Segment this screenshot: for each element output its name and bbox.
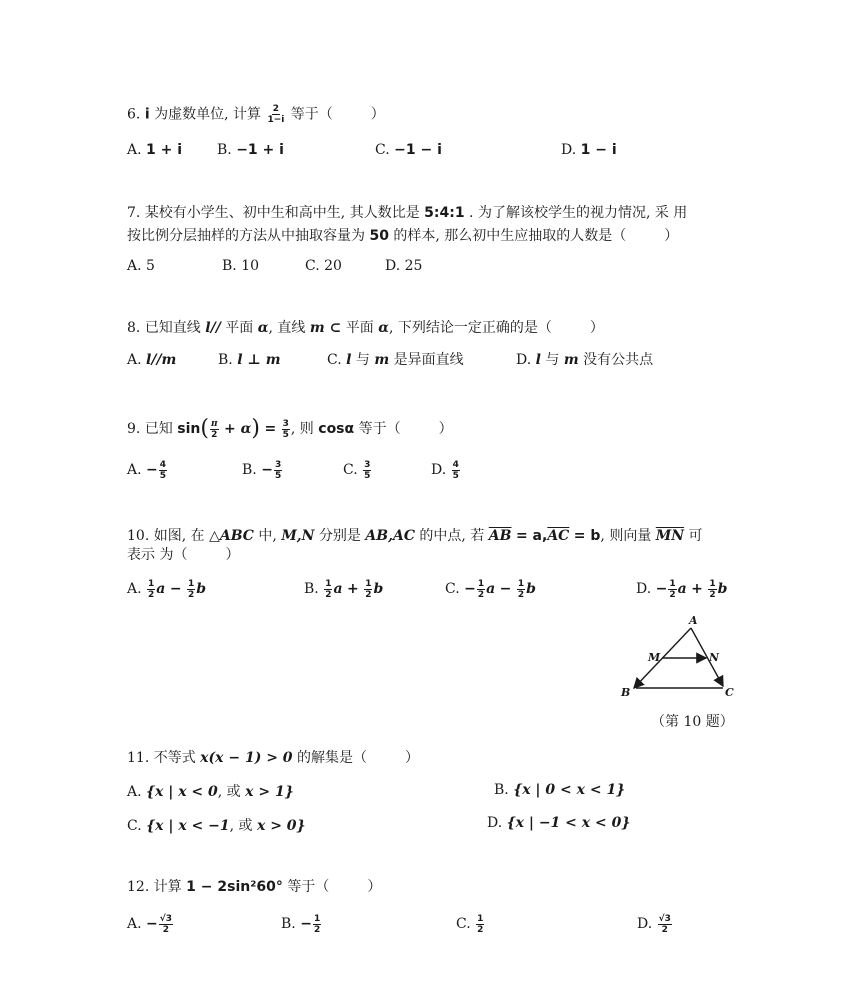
question-9-option-a: A. − $\frac{4}{5}$ [127,459,167,481]
question-11-option-c: C. {x | x < −1, 或 x > 0} [127,818,306,834]
question-12-option-d: D. $\frac{√3}{2}$ [637,913,671,935]
question-6-option-c: C. −1 − i [375,142,442,158]
question-10-stem-line-2: 表示 为（ ） [127,547,240,563]
question-12-option-c: C. $\frac{1}{2}$ [456,913,484,935]
label-b: B [621,686,631,699]
question-10-option-d: D. − $\frac{1}{2}$ a + $\frac{1}{2}$ b [636,578,728,600]
label-n: N [709,651,720,664]
question-10-option-b: B. $\frac{1}{2}$ a + $\frac{1}{2}$ b [304,578,384,600]
question-7-stem-line-1: 7. 某校有小学生、初中生和高中生, 其人数比是 5:4:1 . 为了解该校学生的视力情况, 采 用 [127,205,688,221]
question-number: 7. [127,205,141,221]
question-9-option-b: B. − $\frac{3}{5}$ [242,459,282,481]
question-6-option-b: B. −1 + i [217,142,284,158]
question-8-option-c: C. l 与 m 是异面直线 [327,352,464,368]
question-8-option-a: A. l//m [127,352,177,368]
question-12-stem: 12. 计算 1 − 2sin²60° 等于（ ） [127,879,382,895]
question-7-option-c: C. 20 [305,258,342,274]
question-7-option-a: A. 5 [127,258,155,274]
question-11-option-a: A. {x | x < 0, 或 x > 1} [127,784,294,800]
question-11-option-d: D. {x | −1 < x < 0} [487,815,631,831]
question-6-option-d: D. 1 − i [561,142,617,158]
fraction: $\frac{2}{1-i}$ [267,104,285,125]
question-9-stem: 9. 已知 sin( $\frac{\pi}{2}$ + α) = $\frac{3}{5}$ , 则 cosα 等于（ ） [127,416,453,441]
question-9-option-d: D. $\frac{4}{5}$ [431,459,459,481]
triangle-figure [615,612,745,702]
question-number: 12. [127,879,150,895]
label-a: A [689,614,698,627]
question-10-option-c: C. − $\frac{1}{2}$ a − $\frac{1}{2}$ b [445,578,536,600]
question-11-option-b: B. {x | 0 < x < 1} [494,782,626,798]
question-8-stem: 8. 已知直线 l// 平面 α, 直线 m ⊂ 平面 α, 下列结论一定正确的是（ ） [127,320,604,336]
question-number: 11. [127,750,150,766]
question-7-option-d: D. 25 [385,258,423,274]
question-6-option-a: A. 1 + i [127,142,183,158]
question-12-option-b: B. − $\frac{1}{2}$ [281,913,321,935]
question-10-option-a: A. $\frac{1}{2}$ a − $\frac{1}{2}$ b [127,578,207,600]
label-c: C [725,686,734,699]
question-11-stem: 11. 不等式 x(x − 1) > 0 的解集是（ ） [127,750,420,766]
question-number: 10. [127,528,150,544]
question-number: 9. [127,421,141,437]
question-9-option-c: C. $\frac{3}{5}$ [343,459,371,481]
question-10-stem-line-1: 10. 如图, 在 △ABC 中, M,N 分别是 AB,AC 的中点, 若 $\overline{AB} = a,\overline{AC} = b$, 则向量 $\overline{MN}$ 可 [127,528,703,544]
figure-caption: （第 10 题） [651,714,734,730]
question-number: 8. [127,320,141,336]
question-8-option-d: D. l 与 m 没有公共点 [516,352,654,368]
question-12-option-a: A. − $\frac{√3}{2}$ [127,913,173,935]
label-m: M [648,651,661,664]
question-6-stem: 6. i 为虚数单位, 计算 $\frac{2}{1-i}$ 等于（ ） [127,104,385,125]
question-number: 6. [127,106,141,123]
question-7-stem-line-2: 按比例分层抽样的方法从中抽取容量为 50 的样本, 那么初中生应抽取的人数是（ ） [127,228,679,244]
question-7-option-b: B. 10 [222,258,260,274]
question-8-option-b: B. l ⊥ m [218,352,281,368]
